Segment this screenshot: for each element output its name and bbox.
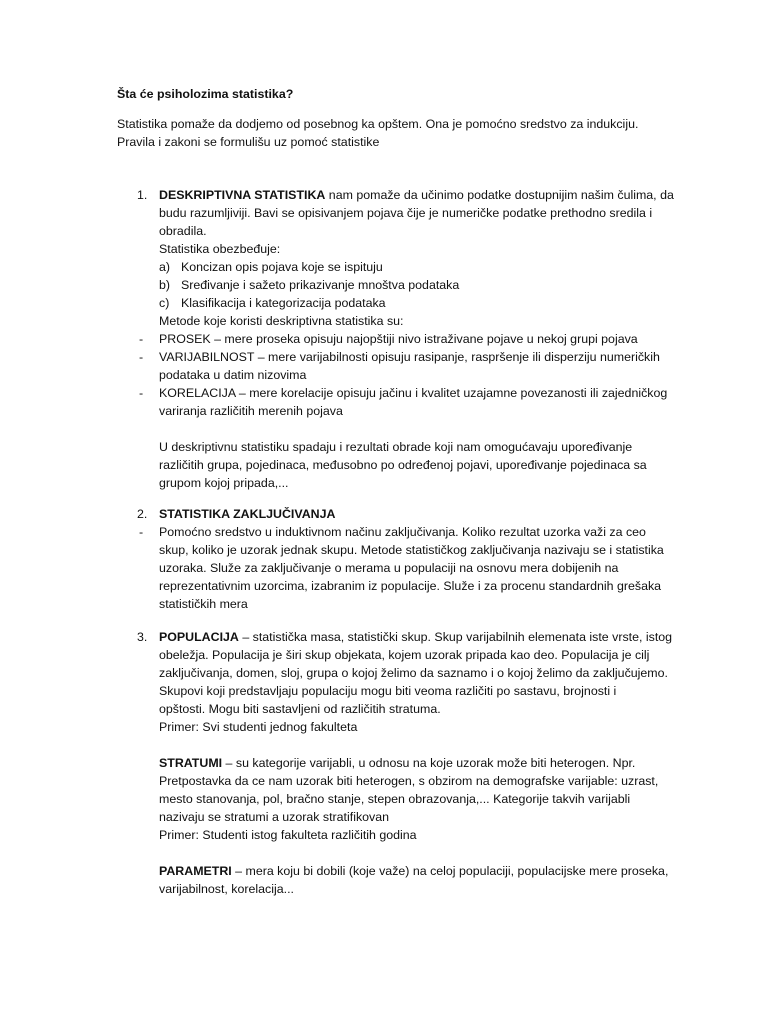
bullet-dash: - [139,525,144,539]
section-3-line-5: opštosti. Mogu biti sastavljeni od različitih stratuma. [159,702,441,716]
methods-intro: Metode koje koristi deskriptivna statistika su: [159,314,404,328]
list-marker: b) [159,278,171,292]
section-1-para-line-3: grupom kojoj pripada,... [159,476,289,490]
bullet-korelacija: KORELACIJA – mere korelacije opisuju jačinu i kvalitet uzajamne povezanosti ili zajedničkog [159,386,668,400]
section-2-line-2: skup, koliko je uzorak jednak skupu. Metode statističkog zaključivanja nazivaju se i statistika [159,543,664,557]
bullet-dash: - [139,350,144,364]
parametri-line-2: varijabilnost, korelacija... [159,882,294,896]
section-1-line-2: budu razumljiviji. Bavi se opisivanjem pojava čije je numeričke podatke prethodno sredila i [159,206,653,220]
section-3-example: Primer: Svi studenti jednog fakulteta [159,720,358,734]
bullet-varijabilnost-cont: podataka u datim nizovima [159,368,307,382]
section-3-line-4: Skupovi koji predstavljaju populaciju mogu biti veoma različiti po sastavu, brojnosti i [159,684,617,698]
list-item: Klasifikacija i kategorizacija podataka [181,296,386,310]
stratumi-line-1: STRATUMI – su kategorije varijabli, u odnosu na koje uzorak može biti heterogen. Npr. [159,756,636,770]
bullet-dash: - [139,386,144,400]
bullet-prosek: PROSEK – mere proseka opisuju najopštiji nivo istraživane pojave u nekoj grupi pojava [159,332,638,346]
section-2-heading: STATISTIKA ZAKLJUČIVANJA [159,507,336,521]
section-3-heading: POPULACIJA [159,630,239,644]
section-1-number: 1. [137,188,148,202]
stratumi-line-4: nazivaju se stratumi a uzorak stratifikovan [159,810,390,824]
stratumi-example: Primer: Studenti istog fakulteta različitih godina [159,828,417,842]
list-marker: c) [159,296,170,310]
list-item: Koncizan opis pojava koje se ispituju [181,260,383,274]
section-1-para-line-2: različitih grupa, pojedinaca, međusobno po određenoj pojavi, upoređivanje pojedinaca sa [159,458,647,472]
stratumi-heading: STRATUMI [159,756,223,770]
section-2-number: 2. [137,507,148,521]
section-3-line-1: POPULACIJA – statistička masa, statistički skup. Skup varijabilnih elemenata iste vrste, istog [159,630,673,644]
section-1-line-4: Statistika obezbeđuje: [159,242,281,256]
section-2-line-3: uzoraka. Služe za zaključivanje o merama u populaciji na osnovu mera dobijenih na [159,561,619,575]
document-title: Šta će psiholozima statistika? [117,87,294,101]
section-2-line-1: Pomoćno sredstvo u induktivnom načinu zaključivanja. Koliko rezultat uzorka važi za ceo [159,525,646,539]
list-item: Sređivanje i sažeto prikazivanje mnoštva podataka [181,278,460,292]
parametri-line-1: PARAMETRI – mera koju bi dobili (koje važe) na celoj populaciji, populacijske mere proseka, [159,864,669,878]
list-marker: a) [159,260,171,274]
stratumi-line-3: mesto stanovanja, pol, bračno stanje, stepen obrazovanja,... Kategorije takvih varijabli [159,792,631,806]
bullet-dash: - [139,332,144,346]
section-2-line-5: statističkih mera [159,597,248,611]
stratumi-line-2: Pretpostavka da ce nam uzorak biti heterogen, s obzirom na demografske varijable: uzrast, [159,774,659,788]
section-3-line-3: zaključivanja, domen, sloj, grupa o kojoj želimo da saznamo i o kojoj želimo da zaključujemo. [159,666,668,680]
section-1-line-1: DESKRIPTIVNA STATISTIKA nam pomaže da učinimo podatke dostupnijim našim čulima, da [159,188,674,202]
section-1-heading: DESKRIPTIVNA STATISTIKA [159,188,326,202]
bullet-varijabilnost: VARIJABILNOST – mere varijabilnosti opisuju rasipanje, raspršenje ili disperziju numeričkih [159,350,660,364]
section-2-line-4: reprezentativnim uzorcima, izabranim iz populacije. Služe i za procenu standardnih grešaka [159,579,662,593]
section-1-line-3: obradila. [159,224,207,238]
section-3-line-2: obeležja. Populacija je širi skup objekata, kojem uzorak pripada kao deo. Populacija je cilj [159,648,650,662]
intro-line-2: Pravila i zakoni se formulišu uz pomoć statistike [117,135,380,149]
bullet-korelacija-cont: variranja različitih merenih pojava [159,404,343,418]
parametri-heading: PARAMETRI [159,864,232,878]
section-3-number: 3. [137,630,148,644]
intro-line-1: Statistika pomaže da dodjemo od posebnog ka opštem. Ona je pomoćno sredstvo za indukciju. [117,117,639,131]
section-1-para-line-1: U deskriptivnu statistiku spadaju i rezultati obrade koji nam omogućavaju upoređivanje [159,440,633,454]
